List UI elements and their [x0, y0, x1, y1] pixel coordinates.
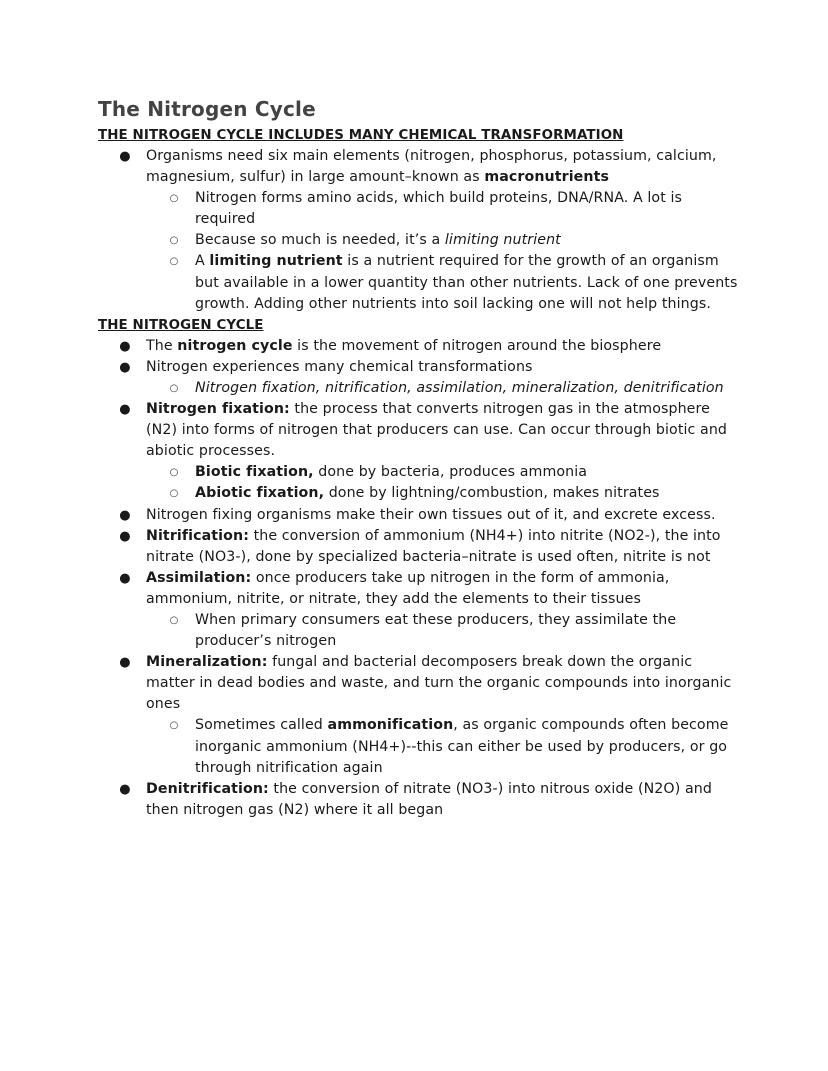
hollow-bullet-icon: ○ — [169, 614, 179, 626]
sub-list-item: ○ When primary consumers eat these producers, they assimilate the producer’s nitrogen — [98, 610, 738, 652]
hollow-bullet-icon: ○ — [169, 193, 179, 205]
list-item: ● Denitrification: the conversion of nitrate (NO3-) into nitrous oxide (N2O) and then nitrogen gas (N2) where it all began — [119, 780, 712, 818]
document-page — [98, 95, 738, 821]
hollow-bullet-icon: ○ — [169, 720, 179, 732]
document-title: The Nitrogen Cycle — [98, 97, 316, 121]
list-item: ● Nitrogen fixation: the process that converts nitrogen gas in the atmosphere (N2) into forms of nitrogen that producers can use. Can occur through biotic and abiotic processes. ○ Biotic fixation, done by bacteria, produces ammonia ○ Abiotic fixation, done by lightning/combustion, makes nitrates — [98, 399, 738, 504]
sub-list-item: ○ Nitrogen fixation, nitrification, assimilation, mineralization, denitrification — [98, 378, 738, 399]
hollow-bullet-icon: ○ — [169, 488, 179, 500]
section-heading-nitrogen-cycle: THE NITROGEN CYCLE — [98, 317, 264, 333]
sub-list-item: ○ Abiotic fixation, done by lightning/combustion, makes nitrates — [98, 483, 738, 504]
sub-list-item: ○ Nitrogen forms amino acids, which build proteins, DNA/RNA. A lot is required — [98, 188, 738, 230]
hollow-bullet-icon: ○ — [169, 256, 179, 268]
list-item: ● Assimilation: once producers take up nitrogen in the form of ammonia, ammonium, nitrite, or nitrate, they add the elements to their tissues ○ When primary consumers eat these producers, they assimilate the producer’s nitrogen — [98, 568, 738, 652]
filled-bullet-icon: ● — [119, 149, 131, 164]
filled-bullet-icon: ● — [119, 570, 131, 586]
sub-list-item: ○ Sometimes called ammonification, as organic compounds often become inorganic ammonium (NH4+)--this can either be used by producers, or go through nitrification again — [98, 715, 738, 778]
list-item: ● Mineralization: fungal and bacterial decomposers break down the organic matter in dead bodies and waste, and turn the organic compounds into inorganic ones ○ Sometimes called ammonification, as organic compounds often become inorganic ammonium (NH4+)--this can either be used by producers, or go through nitrification again — [98, 652, 738, 779]
filled-bullet-icon: ● — [119, 781, 131, 797]
list-item: ● The nitrogen cycle is the movement of nitrogen around the biosphere — [98, 336, 738, 357]
hollow-bullet-icon: ○ — [169, 235, 179, 247]
filled-bullet-icon: ● — [119, 359, 131, 375]
list-item: ● Organisms need six main elements (nitrogen, phosphorus, potassium, calcium, magnesium, sulfur) in large amount–known as macronutrients ○ Nitrogen forms amino acids, which build proteins, DNA/RNA. A lot is required ○ Because so much is needed, it’s a limiting nutrient ○ A limiting nutrient is a nutrient required for the growth of an organism but available in a lower quantity than other nutrients. Lack of one prevents growth. Adding other nutrients into soil lacking one will not help things. — [98, 146, 738, 315]
filled-bullet-icon: ● — [119, 338, 131, 354]
section-heading-transformations: THE NITROGEN CYCLE INCLUDES MANY CHEMICAL TRANSFORMATION — [98, 128, 624, 143]
section-1-list — [98, 146, 738, 315]
filled-bullet-icon: ● — [119, 507, 131, 523]
sub-list-item: ○ Biotic fixation, done by bacteria, produces ammonia — [98, 462, 738, 483]
hollow-bullet-icon: ○ — [169, 467, 179, 479]
filled-bullet-icon: ● — [119, 655, 131, 671]
list-item: ● Nitrification: the conversion of ammonium (NH4+) into nitrite (NO2-), the into nitrate (NO3-), done by specialized bacteria–nitrate is used often, nitrite is not — [119, 527, 721, 565]
list-item: ● Nitrogen experiences many chemical transformations ○ Nitrogen fixation, nitrification, assimilation, mineralization, denitrification — [98, 357, 738, 399]
sub-list-item: ○ A limiting nutrient is a nutrient required for the growth of an organism but available in a lower quantity than other nutrients. Lack of one prevents growth. Adding other nutrients into soil lacking one will not help things. — [98, 251, 738, 314]
hollow-bullet-icon: ○ — [169, 382, 179, 394]
filled-bullet-icon: ● — [119, 528, 131, 544]
filled-bullet-icon: ● — [119, 402, 131, 418]
list-item: ● Nitrogen fixing organisms make their own tissues out of it, and excrete excess. — [98, 505, 738, 526]
section-2-list — [98, 336, 738, 821]
sub-list-item: ○ Because so much is needed, it’s a limiting nutrient — [98, 230, 738, 251]
